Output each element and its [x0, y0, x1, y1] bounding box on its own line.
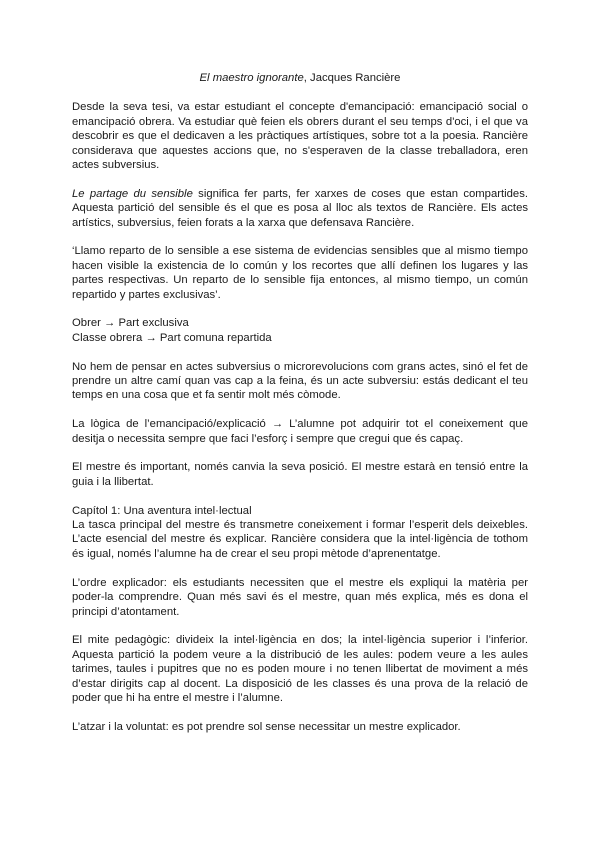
title-italic: El maestro ignorante	[199, 72, 304, 84]
paragraph-mestre: El mestre és important, només canvia la seva posició. El mestre estarà en tensió entre la guia i la llibertat.	[72, 461, 528, 488]
paragraph-tasca: La tasca principal del mestre és transmetre coneixement i formar l’esperit dels deixebles. L’acte esencial del mestre és explicar. Rancière considera que la intel·ligència de tothom és igual, només l’alumne ha de crear el seu propi mètode d’aprenentatge.	[72, 519, 528, 560]
partage-term: Le partage du sensible	[72, 187, 193, 200]
partage-text: significa fer parts, fer xarxes de coses que estan compartides. Aquesta partició del sensible és el que es posa al lloc als textos de Rancière. Els actes artístics, subversius, feien forats a la xarxa que defensava Rancière.	[72, 187, 528, 229]
paragraph-emancipation: Desde la seva tesi, va estar estudiant el concepte d'emancipació: emancipació social o emancipació obrera. Va estudiar què feien els obrers durant el seu temps d'oci, i el que va descobrir es que el dedicaven a les pràctiques artístiques, sobre tot a la poesia. Rancière considerava que aquestes accions que, no s'esperaven de la classe treballadora, eren actes subversius.	[72, 101, 528, 172]
list-parts	[72, 316, 528, 345]
paragraph-quote: ‘Llamo reparto de lo sensible a ese sistema de evidencias sensibles que al mismo tiempo hacen visible la existencia de lo común y los recortes que allí definen los lugares y las partes respectivas. Un reparto de lo sensible fija entonces, al mismo tiempo, un común repartido y partes exclusivas’.	[72, 245, 528, 301]
paragraph-ordre: L’ordre explicador: els estudiants necessiten que el mestre els expliqui la matèria per poder-la comprendre. Quan més savi és el mestre, quan més explica, més es dona el principi d’atontament.	[72, 576, 528, 618]
document-title	[72, 71, 528, 85]
paragraph-atzar: L’atzar i la voluntat: es pot prendre sol sense necessitar un mestre explicador.	[72, 720, 461, 733]
list-item-classe-obrera: Classe obrera → Part comuna repartida	[72, 331, 272, 344]
chapter-heading: Capítol 1: Una aventura intel·lectual	[72, 504, 252, 517]
paragraph-partage	[72, 187, 528, 230]
paragraph-microrevolucions: No hem de pensar en actes subversius o microrevolucions com grans actes, sinó el fet de prendre un altre camí quan vas cap a la feina, és un acte subversiu: estás dedicant el teu temps en una cosa que et fa sentir molt més còmode.	[72, 360, 528, 402]
section-chapter-1	[72, 504, 528, 562]
list-item-obrer: Obrer → Part exclusiva	[72, 317, 189, 330]
paragraph-logica: La lògica de l’emancipació/explicació → L’alumne pot adquirir tot el coneixement que desitja o necessita sempre que faci l’esforç i sempre que cregui que és capaç.	[72, 418, 528, 445]
paragraph-mite: El mite pedagògic: divideix la intel·ligència en dos; la intel·ligència superior i l’inferior. Aquesta partició la podem veure a la distribució de les aules: podem veure a les aules tarimes, taules i pupitres que no es poden moure i no tenen llibertat de moviment a més d’estar dirigits cap al docent. La disposició de les classes és una prova de la relació de poder que hi ha entre el mestre i l’alumne.	[72, 634, 528, 704]
title-author: , Jacques Rancière	[303, 72, 401, 84]
